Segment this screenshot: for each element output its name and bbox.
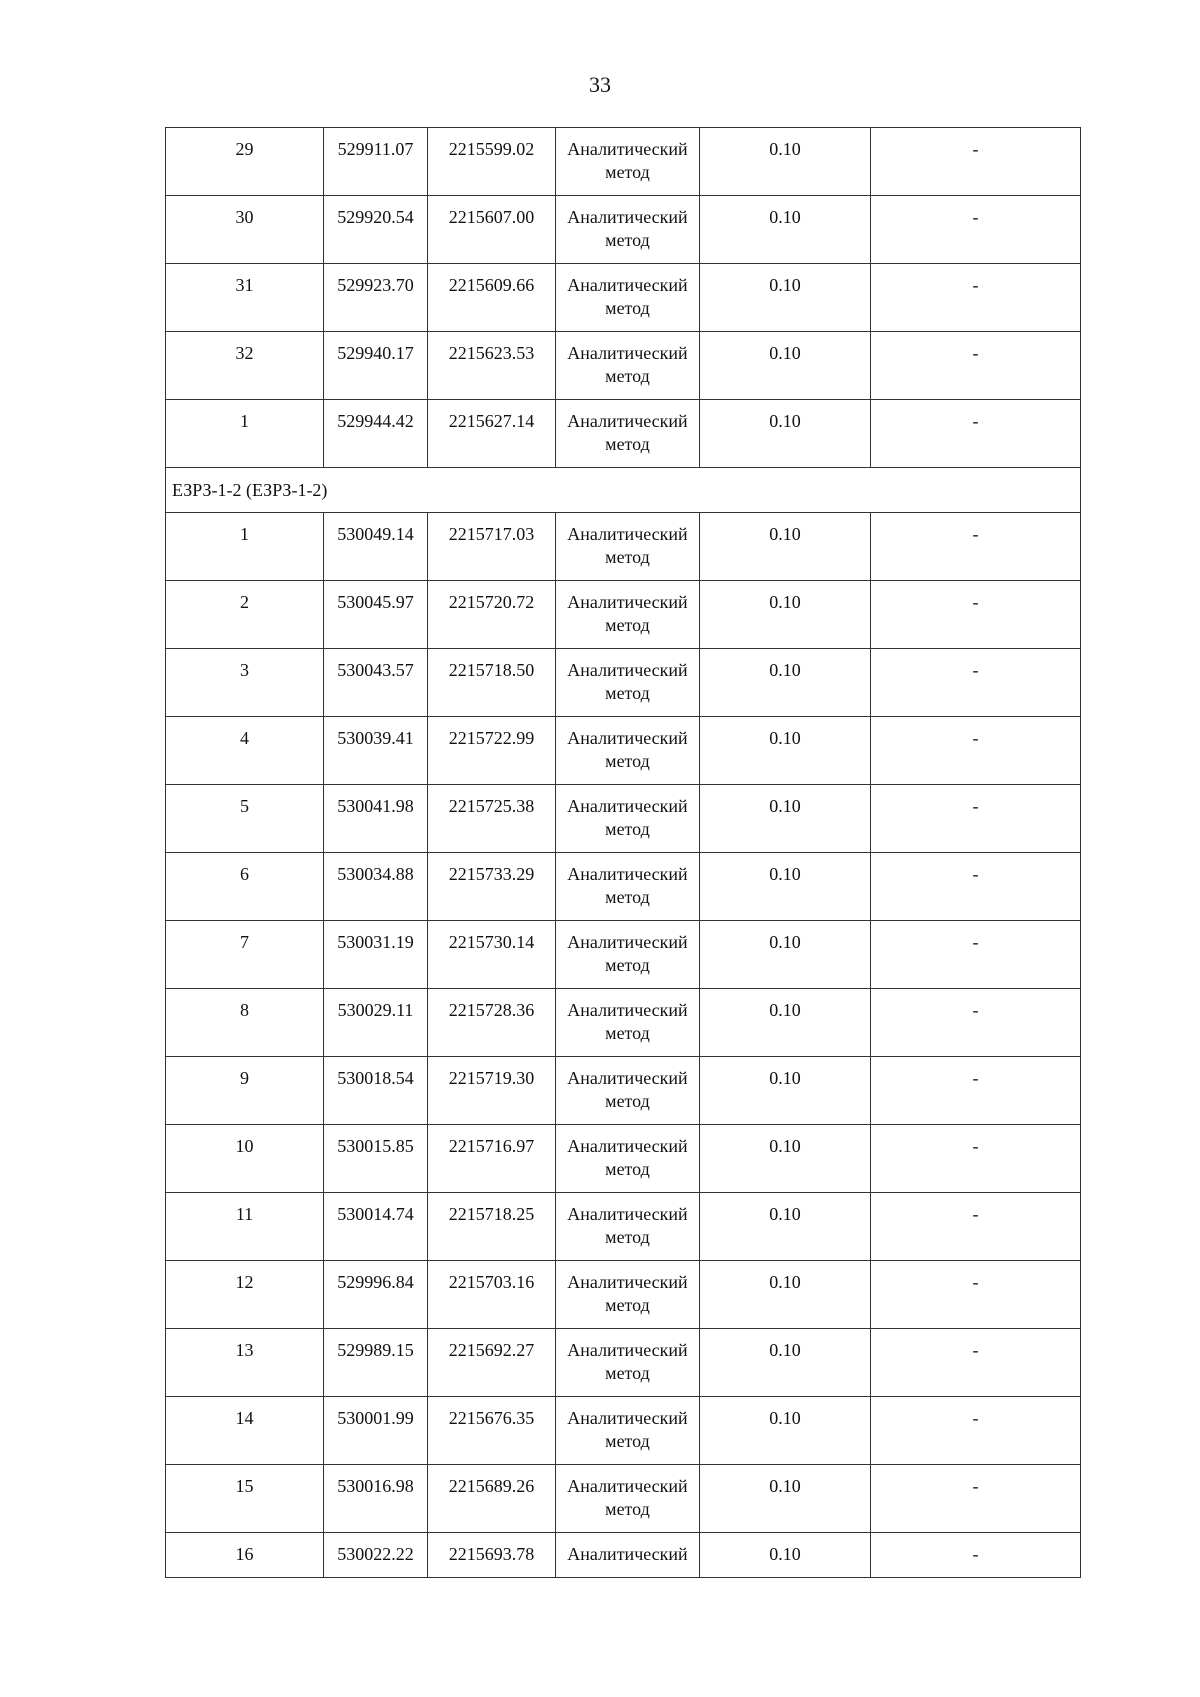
note-cell: - xyxy=(871,513,1081,581)
method-cell: Аналитический метод xyxy=(556,264,700,332)
point-number-cell: 2 xyxy=(166,581,324,649)
point-number-cell: 13 xyxy=(166,1329,324,1397)
point-number-cell: 5 xyxy=(166,785,324,853)
accuracy-cell: 0.10 xyxy=(700,581,871,649)
method-cell: Аналитический метод xyxy=(556,1329,700,1397)
note-cell: - xyxy=(871,400,1081,468)
method-cell: Аналитический метод xyxy=(556,717,700,785)
note-cell: - xyxy=(871,1465,1081,1533)
x-coordinate-cell: 530039.41 xyxy=(324,717,428,785)
table-row xyxy=(166,717,1081,785)
accuracy-cell: 0.10 xyxy=(700,1193,871,1261)
accuracy-cell: 0.10 xyxy=(700,1533,871,1578)
table-row xyxy=(166,581,1081,649)
point-number-cell: 4 xyxy=(166,717,324,785)
point-number-cell: 3 xyxy=(166,649,324,717)
x-coordinate-cell: 529944.42 xyxy=(324,400,428,468)
note-cell: - xyxy=(871,717,1081,785)
accuracy-cell: 0.10 xyxy=(700,717,871,785)
x-coordinate-cell: 530018.54 xyxy=(324,1057,428,1125)
table-row xyxy=(166,1125,1081,1193)
table-row xyxy=(166,1465,1081,1533)
x-coordinate-cell: 529940.17 xyxy=(324,332,428,400)
table-row xyxy=(166,264,1081,332)
method-cell: Аналитический метод xyxy=(556,1465,700,1533)
y-coordinate-cell: 2215718.25 xyxy=(428,1193,556,1261)
accuracy-cell: 0.10 xyxy=(700,1465,871,1533)
accuracy-cell: 0.10 xyxy=(700,513,871,581)
point-number-cell: 7 xyxy=(166,921,324,989)
x-coordinate-cell: 530001.99 xyxy=(324,1397,428,1465)
table-row xyxy=(166,513,1081,581)
method-cell: Аналитический метод xyxy=(556,128,700,196)
accuracy-cell: 0.10 xyxy=(700,1329,871,1397)
method-cell: Аналитический метод xyxy=(556,581,700,649)
point-number-cell: 11 xyxy=(166,1193,324,1261)
method-cell: Аналитический метод xyxy=(556,785,700,853)
accuracy-cell: 0.10 xyxy=(700,1397,871,1465)
coordinates-table xyxy=(165,127,1081,1578)
method-cell: Аналитический метод xyxy=(556,400,700,468)
point-number-cell: 9 xyxy=(166,1057,324,1125)
y-coordinate-cell: 2215718.50 xyxy=(428,649,556,717)
y-coordinate-cell: 2215717.03 xyxy=(428,513,556,581)
y-coordinate-cell: 2215627.14 xyxy=(428,400,556,468)
method-cell: Аналитический метод xyxy=(556,853,700,921)
note-cell: - xyxy=(871,1397,1081,1465)
accuracy-cell: 0.10 xyxy=(700,1057,871,1125)
table-row xyxy=(166,853,1081,921)
x-coordinate-cell: 529996.84 xyxy=(324,1261,428,1329)
x-coordinate-cell: 530015.85 xyxy=(324,1125,428,1193)
method-cell: Аналитический метод xyxy=(556,332,700,400)
point-number-cell: 16 xyxy=(166,1533,324,1578)
note-cell: - xyxy=(871,1125,1081,1193)
note-cell: - xyxy=(871,1533,1081,1578)
x-coordinate-cell: 530041.98 xyxy=(324,785,428,853)
point-number-cell: 29 xyxy=(166,128,324,196)
y-coordinate-cell: 2215609.66 xyxy=(428,264,556,332)
y-coordinate-cell: 2215676.35 xyxy=(428,1397,556,1465)
note-cell: - xyxy=(871,649,1081,717)
method-cell: Аналитический метод xyxy=(556,1057,700,1125)
x-coordinate-cell: 529989.15 xyxy=(324,1329,428,1397)
note-cell: - xyxy=(871,1261,1081,1329)
method-cell: Аналитический метод xyxy=(556,989,700,1057)
x-coordinate-cell: 530029.11 xyxy=(324,989,428,1057)
table-row xyxy=(166,1397,1081,1465)
x-coordinate-cell: 530043.57 xyxy=(324,649,428,717)
table-row xyxy=(166,649,1081,717)
y-coordinate-cell: 2215607.00 xyxy=(428,196,556,264)
table-row xyxy=(166,128,1081,196)
y-coordinate-cell: 2215599.02 xyxy=(428,128,556,196)
y-coordinate-cell: 2215693.78 xyxy=(428,1533,556,1578)
table-row xyxy=(166,921,1081,989)
accuracy-cell: 0.10 xyxy=(700,989,871,1057)
method-cell: Аналитический метод xyxy=(556,649,700,717)
point-number-cell: 32 xyxy=(166,332,324,400)
table-row xyxy=(166,1533,1081,1578)
y-coordinate-cell: 2215730.14 xyxy=(428,921,556,989)
note-cell: - xyxy=(871,196,1081,264)
note-cell: - xyxy=(871,1193,1081,1261)
x-coordinate-cell: 530049.14 xyxy=(324,513,428,581)
table-row xyxy=(166,1261,1081,1329)
table-row xyxy=(166,196,1081,264)
note-cell: - xyxy=(871,264,1081,332)
method-cell: Аналитический метод xyxy=(556,196,700,264)
point-number-cell: 30 xyxy=(166,196,324,264)
x-coordinate-cell: 530034.88 xyxy=(324,853,428,921)
x-coordinate-cell: 529920.54 xyxy=(324,196,428,264)
y-coordinate-cell: 2215692.27 xyxy=(428,1329,556,1397)
accuracy-cell: 0.10 xyxy=(700,853,871,921)
y-coordinate-cell: 2215728.36 xyxy=(428,989,556,1057)
accuracy-cell: 0.10 xyxy=(700,400,871,468)
note-cell: - xyxy=(871,581,1081,649)
method-cell: Аналитический метод xyxy=(556,1125,700,1193)
table-row xyxy=(166,332,1081,400)
x-coordinate-cell: 530031.19 xyxy=(324,921,428,989)
point-number-cell: 10 xyxy=(166,1125,324,1193)
accuracy-cell: 0.10 xyxy=(700,649,871,717)
group-row xyxy=(166,468,1081,513)
y-coordinate-cell: 2215703.16 xyxy=(428,1261,556,1329)
table-row xyxy=(166,785,1081,853)
table-row xyxy=(166,400,1081,468)
x-coordinate-cell: 530014.74 xyxy=(324,1193,428,1261)
note-cell: - xyxy=(871,128,1081,196)
y-coordinate-cell: 2215719.30 xyxy=(428,1057,556,1125)
table-row xyxy=(166,1057,1081,1125)
point-number-cell: 31 xyxy=(166,264,324,332)
group-label: ЕЗРЗ-1-2 (ЕЗРЗ-1-2) xyxy=(166,468,1081,513)
x-coordinate-cell: 530022.22 xyxy=(324,1533,428,1578)
y-coordinate-cell: 2215720.72 xyxy=(428,581,556,649)
accuracy-cell: 0.10 xyxy=(700,196,871,264)
point-number-cell: 1 xyxy=(166,513,324,581)
note-cell: - xyxy=(871,1329,1081,1397)
point-number-cell: 8 xyxy=(166,989,324,1057)
method-cell: Аналитический метод xyxy=(556,1397,700,1465)
y-coordinate-cell: 2215716.97 xyxy=(428,1125,556,1193)
method-cell: Аналитический метод xyxy=(556,513,700,581)
note-cell: - xyxy=(871,989,1081,1057)
coordinates-table-body xyxy=(166,128,1081,1578)
table-row xyxy=(166,1193,1081,1261)
note-cell: - xyxy=(871,785,1081,853)
y-coordinate-cell: 2215725.38 xyxy=(428,785,556,853)
accuracy-cell: 0.10 xyxy=(700,921,871,989)
point-number-cell: 14 xyxy=(166,1397,324,1465)
note-cell: - xyxy=(871,853,1081,921)
accuracy-cell: 0.10 xyxy=(700,332,871,400)
table-row xyxy=(166,989,1081,1057)
point-number-cell: 12 xyxy=(166,1261,324,1329)
method-cell: Аналитический метод xyxy=(556,1193,700,1261)
accuracy-cell: 0.10 xyxy=(700,1125,871,1193)
point-number-cell: 6 xyxy=(166,853,324,921)
y-coordinate-cell: 2215623.53 xyxy=(428,332,556,400)
accuracy-cell: 0.10 xyxy=(700,264,871,332)
point-number-cell: 15 xyxy=(166,1465,324,1533)
accuracy-cell: 0.10 xyxy=(700,1261,871,1329)
note-cell: - xyxy=(871,1057,1081,1125)
note-cell: - xyxy=(871,921,1081,989)
point-number-cell: 1 xyxy=(166,400,324,468)
x-coordinate-cell: 530016.98 xyxy=(324,1465,428,1533)
table-row xyxy=(166,1329,1081,1397)
x-coordinate-cell: 530045.97 xyxy=(324,581,428,649)
y-coordinate-cell: 2215689.26 xyxy=(428,1465,556,1533)
method-cell: Аналитический метод xyxy=(556,1261,700,1329)
x-coordinate-cell: 529911.07 xyxy=(324,128,428,196)
note-cell: - xyxy=(871,332,1081,400)
method-cell: Аналитический xyxy=(556,1533,700,1578)
x-coordinate-cell: 529923.70 xyxy=(324,264,428,332)
y-coordinate-cell: 2215733.29 xyxy=(428,853,556,921)
page-number: 33 xyxy=(589,72,611,97)
y-coordinate-cell: 2215722.99 xyxy=(428,717,556,785)
accuracy-cell: 0.10 xyxy=(700,128,871,196)
accuracy-cell: 0.10 xyxy=(700,785,871,853)
method-cell: Аналитический метод xyxy=(556,921,700,989)
